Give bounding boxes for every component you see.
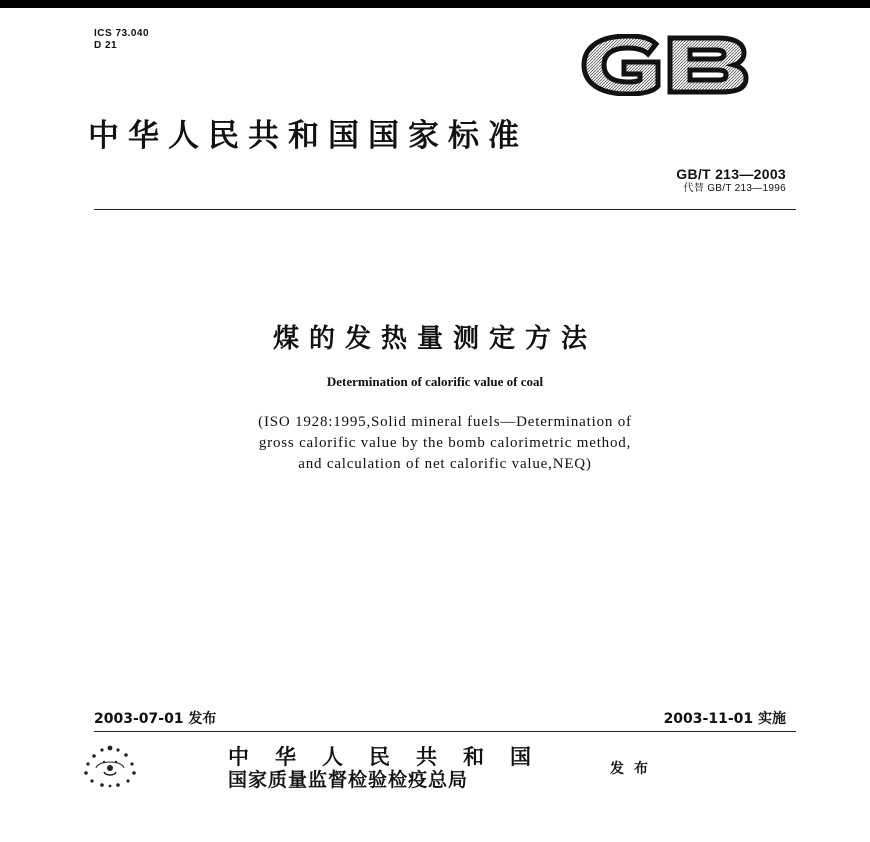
- top-border: [0, 0, 870, 8]
- issuing-authority: [228, 745, 557, 791]
- header-divider: [94, 209, 796, 210]
- english-title: Determination of calorific value of coal: [326, 374, 544, 389]
- issue-date: 2003-07-01 发布: [94, 711, 217, 727]
- chinese-title: 煤的发热量测定方法: [272, 324, 597, 354]
- ics-code: ICS 73.040: [94, 28, 150, 39]
- issued-by-label: 发布: [610, 761, 658, 777]
- ccs-code: D 21: [94, 40, 118, 51]
- issuer-agency: 国家质量监督检验检疫总局: [228, 769, 469, 791]
- iso-reference-line-3: and calculation of net calorific value,NEQ): [298, 456, 592, 472]
- gb-logo-icon: [578, 34, 750, 96]
- implementation-date: 2003-11-01 实施: [663, 711, 786, 727]
- classification-codes: [94, 28, 149, 52]
- issuer-country: 中华人民共和国: [228, 745, 557, 769]
- footer-divider: [94, 731, 796, 732]
- standard-number-block: [676, 166, 786, 195]
- iso-reference: [190, 412, 700, 475]
- replaces-standard: 代替 GB/T 213—1996: [683, 183, 786, 194]
- national-standard-heading: 中华人民共和国国家标准: [88, 118, 528, 154]
- emblem-icon: [78, 742, 142, 788]
- standard-code: GB/T 213—2003: [676, 166, 786, 182]
- iso-reference-line-2: gross calorific value by the bomb calorimetric method,: [258, 435, 632, 451]
- iso-reference-line-1: (ISO 1928:1995,Solid mineral fuels—Determination of: [258, 414, 632, 430]
